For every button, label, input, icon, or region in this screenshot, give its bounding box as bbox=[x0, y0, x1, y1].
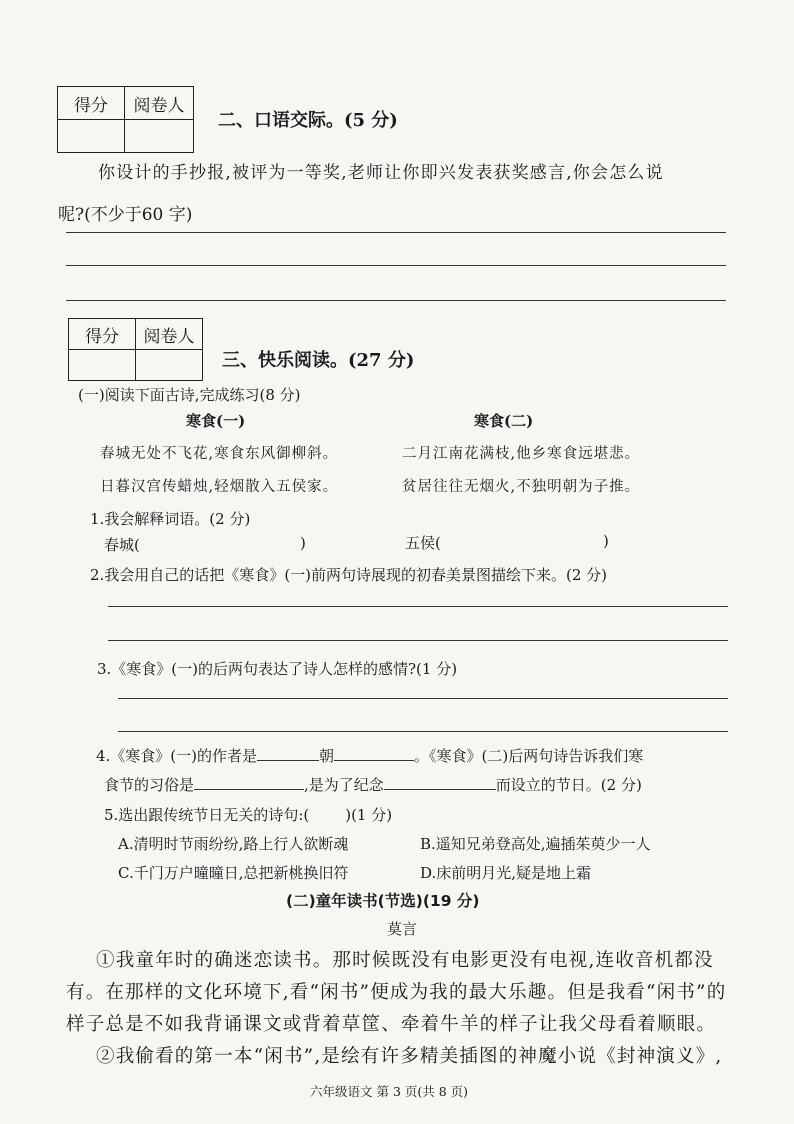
part1-intro: (一)阅读下面古诗,完成练习(8 分) bbox=[78, 386, 301, 404]
q5-option-b: B.遥知兄弟登高处,遍插茱萸少一人 bbox=[420, 835, 651, 853]
term-chuncheng: 春城( bbox=[104, 536, 140, 554]
section2-title: 二、口语交际。(5 分) bbox=[218, 110, 398, 131]
q5-option-a: A.清明时节雨纷纷,路上行人欲断魂 bbox=[118, 835, 349, 853]
term-wuhou-close[interactable]: ) bbox=[603, 532, 609, 550]
poem2-line2: 贫居往往无烟火,不独明朝为子推。 bbox=[402, 479, 641, 495]
question-5 bbox=[104, 804, 392, 825]
answer-line[interactable] bbox=[118, 731, 728, 732]
score-header: 得分 bbox=[58, 87, 125, 120]
question-4-line2 bbox=[104, 774, 642, 795]
poem1-line2: 日暮汉宫传蜡烛,轻烟散入五侯家。 bbox=[100, 479, 339, 495]
q4-line2-a: 食节的习俗是 bbox=[104, 776, 195, 794]
score-cell[interactable] bbox=[58, 120, 125, 153]
q4-text-a: 4.《寒食》(一)的作者是 bbox=[96, 747, 258, 765]
question-3: 3.《寒食》(一)的后两句表达了诗人怎样的感情?(1 分) bbox=[97, 660, 458, 678]
score-table-section3 bbox=[68, 318, 203, 381]
answer-line[interactable] bbox=[66, 265, 726, 266]
score-cell[interactable] bbox=[69, 350, 136, 381]
para1-line2: 有。在那样的文化环境下,看“闲书”便成为我的最大乐趣。但是我看“闲书”的 bbox=[66, 982, 727, 1003]
question-2: 2.我会用自己的话把《寒食》(一)前两句诗展现的初春美景图描绘下来。(2 分) bbox=[90, 566, 608, 584]
poem2-line1: 二月江南花满枝,他乡寒食远堪悲。 bbox=[402, 446, 641, 462]
term-wuhou: 五侯( bbox=[405, 534, 441, 552]
term-chuncheng-close[interactable]: ) bbox=[300, 534, 306, 552]
section2-question-line1: 你设计的手抄报,被评为一等奖,老师让你即兴发表获奖感言,你会怎么说 bbox=[98, 163, 664, 183]
answer-line[interactable] bbox=[108, 640, 728, 641]
answer-line[interactable] bbox=[108, 606, 728, 607]
q5-text-end: )(1 分) bbox=[345, 806, 393, 824]
q5-text: 5.选出跟传统节日无关的诗句:( bbox=[104, 806, 310, 824]
answer-line[interactable] bbox=[66, 300, 726, 301]
score-header: 得分 bbox=[69, 319, 136, 350]
q4-text-b: 朝 bbox=[319, 747, 335, 765]
grader-cell[interactable] bbox=[136, 350, 203, 381]
q5-option-c: C.千门万户曈曈日,总把新桃换旧符 bbox=[118, 864, 349, 882]
part2-title: (二)童年读书(节选)(19 分) bbox=[286, 892, 480, 910]
grader-cell[interactable] bbox=[125, 120, 194, 153]
page-footer: 六年级语文 第 3 页(共 8 页) bbox=[310, 1084, 469, 1099]
para1-line3: 样子总是不如我背诵课文或背着草筐、牵着牛羊的样子让我父母看着顺眼。 bbox=[66, 1014, 717, 1035]
para2-line1: ②我偷看的第一本“闲书”,是绘有许多精美插图的神魔小说《封神演义》, bbox=[96, 1046, 723, 1067]
q4-blank-dynasty[interactable] bbox=[334, 745, 414, 761]
q4-blank-commemorate[interactable] bbox=[384, 774, 496, 790]
q5-option-d: D.床前明月光,疑是地上霜 bbox=[420, 864, 592, 882]
q4-line2-c: 而设立的节日。(2 分) bbox=[495, 776, 642, 794]
answer-line[interactable] bbox=[118, 698, 728, 699]
section3-title: 三、快乐阅读。(27 分) bbox=[222, 350, 415, 371]
question-4-line1 bbox=[96, 745, 643, 766]
poem1-line1: 春城无处不飞花,寒食东风御柳斜。 bbox=[100, 446, 339, 462]
para1-line1: ①我童年时的确迷恋读书。那时候既没有电影更没有电视,连收音机都没 bbox=[96, 950, 714, 971]
q4-text-c: 。《寒食》(二)后两句诗告诉我们寒 bbox=[414, 747, 644, 765]
answer-line[interactable] bbox=[66, 232, 726, 233]
score-table-section2 bbox=[57, 86, 194, 153]
q4-line2-b: ,是为了纪念 bbox=[304, 776, 384, 794]
q4-blank-custom[interactable] bbox=[194, 774, 304, 790]
question-1: 1.我会解释词语。(2 分) bbox=[90, 510, 251, 528]
part2-author: 莫言 bbox=[387, 920, 418, 938]
grader-header: 阅卷人 bbox=[125, 87, 194, 120]
poem2-title: 寒食(二) bbox=[474, 412, 534, 430]
section2-question-line2: 呢?(不少于60 字) bbox=[58, 205, 193, 225]
grader-header: 阅卷人 bbox=[136, 319, 203, 350]
poem1-title: 寒食(一) bbox=[186, 412, 246, 430]
q4-blank-author[interactable] bbox=[257, 745, 319, 761]
